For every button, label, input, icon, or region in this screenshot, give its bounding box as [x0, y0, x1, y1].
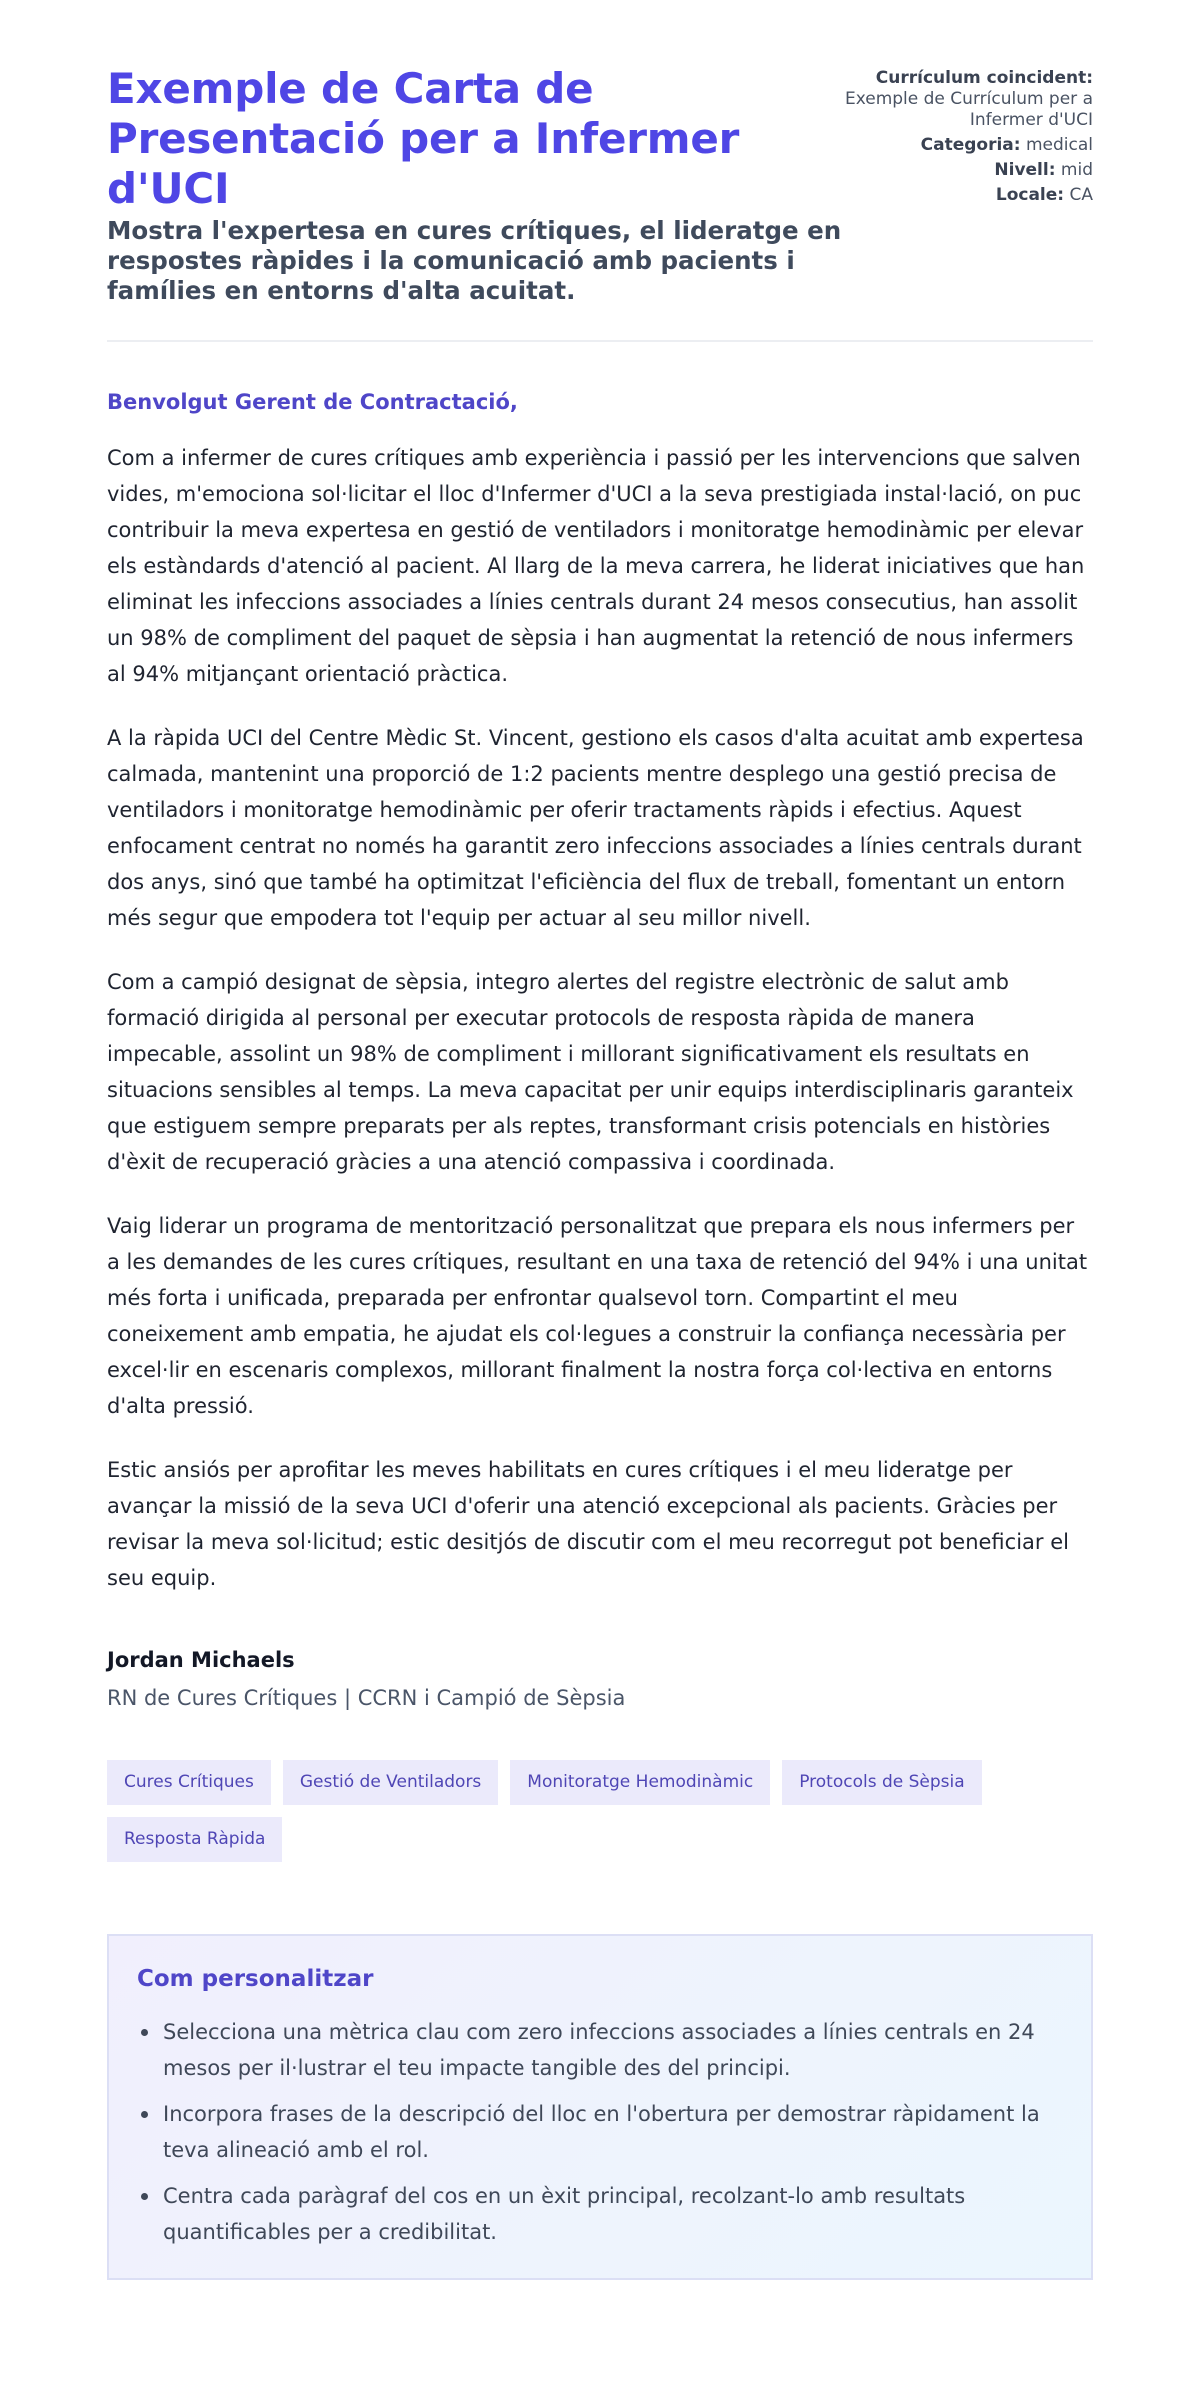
tip-text: Centra cada paràgraf del cos en un èxit principal, recolzant-lo amb resultats quantificables per a credibilitat.	[163, 2184, 966, 2244]
meta-category	[844, 135, 1093, 156]
customization-tips	[107, 1934, 1093, 2280]
skill-tag: Monitoratge Hemodinàmic	[510, 1760, 770, 1805]
tips-title: Com personalitzar	[137, 1966, 374, 1992]
tip-item	[137, 2178, 1063, 2250]
meta-level-label: Nivell:	[994, 160, 1056, 180]
meta-matching-resume-value: Exemple de Currículum per a Infermer d'UCI	[844, 89, 1093, 130]
bullet-icon	[141, 2111, 148, 2118]
meta-matching-resume	[844, 68, 1093, 131]
page-header	[107, 64, 1093, 342]
tip-item	[137, 2096, 1063, 2168]
signature-title: RN de Cures Crítiques | CCRN i Campió de Sèpsia	[107, 1686, 626, 1710]
letter-paragraph: Com a campió designat de sèpsia, integro alertes del registre electrònic de salut amb formació dirigida al personal per executar protocols de resposta ràpida de manera impecable, assolint un 98% de compliment i millorant significativament els resultats en situacions sensibles al temps. La meva capacitat per unir equips interdisciplinaris garanteix que estiguem sempre preparats per als reptes, transformant crisis potencials en històries d'èxit de recuperació gràcies a una atenció compassiva i coordinada.	[107, 970, 1074, 1174]
tip-text: Selecciona una mètrica clau com zero infeccions associades a línies centrals en 24 mesos per il·lustrar el teu impacte tangible des del principi.	[163, 2020, 1035, 2080]
meta-level-value: mid	[1060, 160, 1093, 180]
metadata-panel	[844, 64, 1093, 210]
meta-matching-resume-label: Currículum coincident:	[875, 68, 1093, 88]
title-block	[107, 64, 844, 306]
letter-paragraph: A la ràpida UCI del Centre Mèdic St. Vincent, gestiono els casos d'alta acuitat amb expertesa calmada, mantenint una proporció de 1:2 pacients mentre desplego una gestió precisa de ventiladors i monitoratge hemodinàmic per oferir tractaments ràpids i efectius. Aquest enfocament centrat no només ha garantit zero infeccions associades a línies centrals durant dos anys, sinó que també ha optimitzat l'eficiència del flux de treball, fomentant un entorn més segur que empodera tot l'equip per actuar al seu millor nivell.	[107, 726, 1084, 930]
tip-item	[137, 2014, 1063, 2086]
letter-paragraph: Estic ansiós per aprofitar les meves habilitats en cures crítiques i el meu lideratge per avançar la missió de la seva UCI d'oferir una atenció excepcional als pacients. Gràcies per revisar la meva sol·licitud; estic desitjós de discutir com el meu recorregut pot beneficiar el seu equip.	[107, 1458, 1069, 1590]
skill-tag: Resposta Ràpida	[107, 1817, 282, 1862]
skill-tag: Cures Crítiques	[107, 1760, 271, 1805]
bullet-icon	[141, 2029, 148, 2036]
skill-tag: Gestió de Ventiladors	[283, 1760, 498, 1805]
letter-paragraphs	[107, 440, 1093, 1596]
meta-category-label: Categoria:	[920, 135, 1021, 155]
tips-list	[137, 2014, 1063, 2250]
bullet-icon	[141, 2193, 148, 2200]
meta-level	[844, 160, 1093, 181]
letter-paragraph: Com a infermer de cures crítiques amb experiència i passió per les intervencions que salven vides, m'emociona sol·licitar el lloc d'Infermer d'UCI a la seva prestigiada instal·lació, on puc contribuir la meva expertesa en gestió de ventiladors i monitoratge hemodinàmic per elevar els estàndards d'atenció al pacient. Al llarg de la meva carrera, he liderat iniciatives que han eliminat les infeccions associades a línies centrals durant 24 mesos consecutius, han assolit un 98% de compliment del paquet de sèpsia i han augmentat la retenció de nous infermers al 94% mitjançant orientació pràctica.	[107, 446, 1085, 686]
signature-block	[107, 1648, 1093, 1710]
meta-category-value: medical	[1025, 135, 1093, 155]
skill-tag: Protocols de Sèpsia	[782, 1760, 981, 1805]
page-subtitle: Mostra l'expertesa en cures crítiques, el lideratge en respostes ràpides i la comunicació amb pacients i famílies en entorns d'alta acuitat.	[107, 216, 842, 305]
letter-greeting: Benvolgut Gerent de Contractació,	[107, 390, 518, 414]
page-title: Exemple de Carta de Presentació per a Infermer d'UCI	[107, 64, 740, 213]
meta-locale-value: CA	[1069, 185, 1093, 205]
letter-paragraph: Vaig liderar un programa de mentorització personalitzat que prepara els nous infermers per a les demandes de les cures crítiques, resultant en una taxa de retenció del 94% i una unitat més forta i unificada, preparada per enfrontar qualsevol torn. Compartint el meu coneixement amb empatia, he ajudat els col·legues a construir la confiança necessària per excel·lir en escenaris complexos, millorant finalment la nostra força col·lectiva en entorns d'alta pressió.	[107, 1214, 1088, 1418]
tip-text: Incorpora frases de la descripció del lloc en l'obertura per demostrar ràpidament la teva alineació amb el rol.	[163, 2102, 1040, 2162]
signature-name: Jordan Michaels	[107, 1648, 295, 1672]
meta-locale-label: Locale:	[995, 185, 1065, 205]
meta-locale	[844, 185, 1093, 206]
skill-tags	[107, 1760, 1093, 1862]
letter-body	[107, 390, 1093, 1710]
